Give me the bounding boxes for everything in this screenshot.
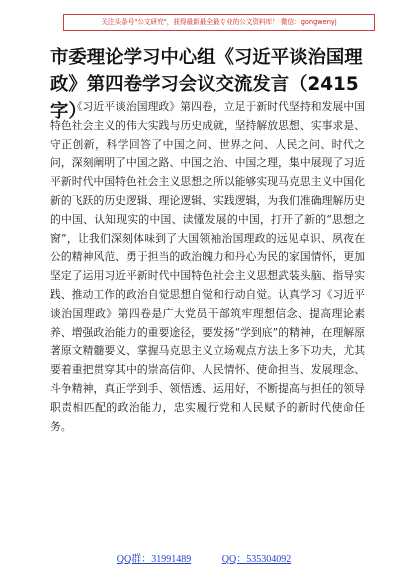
qq-contact-link[interactable]: QQ：535304092 bbox=[221, 554, 292, 565]
footer-contacts bbox=[0, 550, 408, 570]
header-banner: 关注头条号"公文研究"，获得最新最全最专业的公文资料库！ 微信：gongwenyj bbox=[63, 14, 375, 31]
qq-group-link[interactable]: QQ群：31991489 bbox=[116, 554, 192, 565]
document-paragraph: 《习近平谈治国理政》第四卷，立足于新时代坚持和发展中国特色社会主义的伟大实践与历史成就，坚持解放思想、实事求是、守正创新，科学回答了中国之问、世界之问、人民之问、时代之问，深刻阐明了中国之路、中国之治、中国之理，集中展现了习近平新时代中国特色社会主义思想之所以能够实现马克思主义中国化新的飞跃的历史逻辑、理论逻辑、实践逻辑，为我们准确理解历史的中国、认知现实的中国、读懂发展的中国，打开了新的“思想之窗”，让我们深刻体味到了大国领袖治国理政的远见卓识、夙夜在公的精神风范、勇于担当的政治魄力和丹心为民的家国情怀，更加坚定了运用习近平新时代中国特色社会主义思想武装头脑、指导实践、推动工作的政治自觉思想自觉和行动自觉。认真学习《习近平谈治国理政》第四卷是广大党员干部筑牢理想信念、提高理论素养、增强政治能力的重要途径，要发扬“学到底”的精神，在理解原著原文精髓要义、掌握马克思主义立场观点方法上多下功夫，尤其要着重把贯穿其中的崇高信仰、人民情怀、使命担当、发展理念、斗争精神，真正学到手、领悟透、运用好，不断提高与担任的领导职责相匹配的政治能力，忠实履行党和人民赋予的新时代使命任务。 bbox=[50, 100, 365, 433]
document-title: 市委理论学习中心组《习近平谈治国理政》第四卷学习会议交流发言（2415字） bbox=[50, 47, 363, 122]
